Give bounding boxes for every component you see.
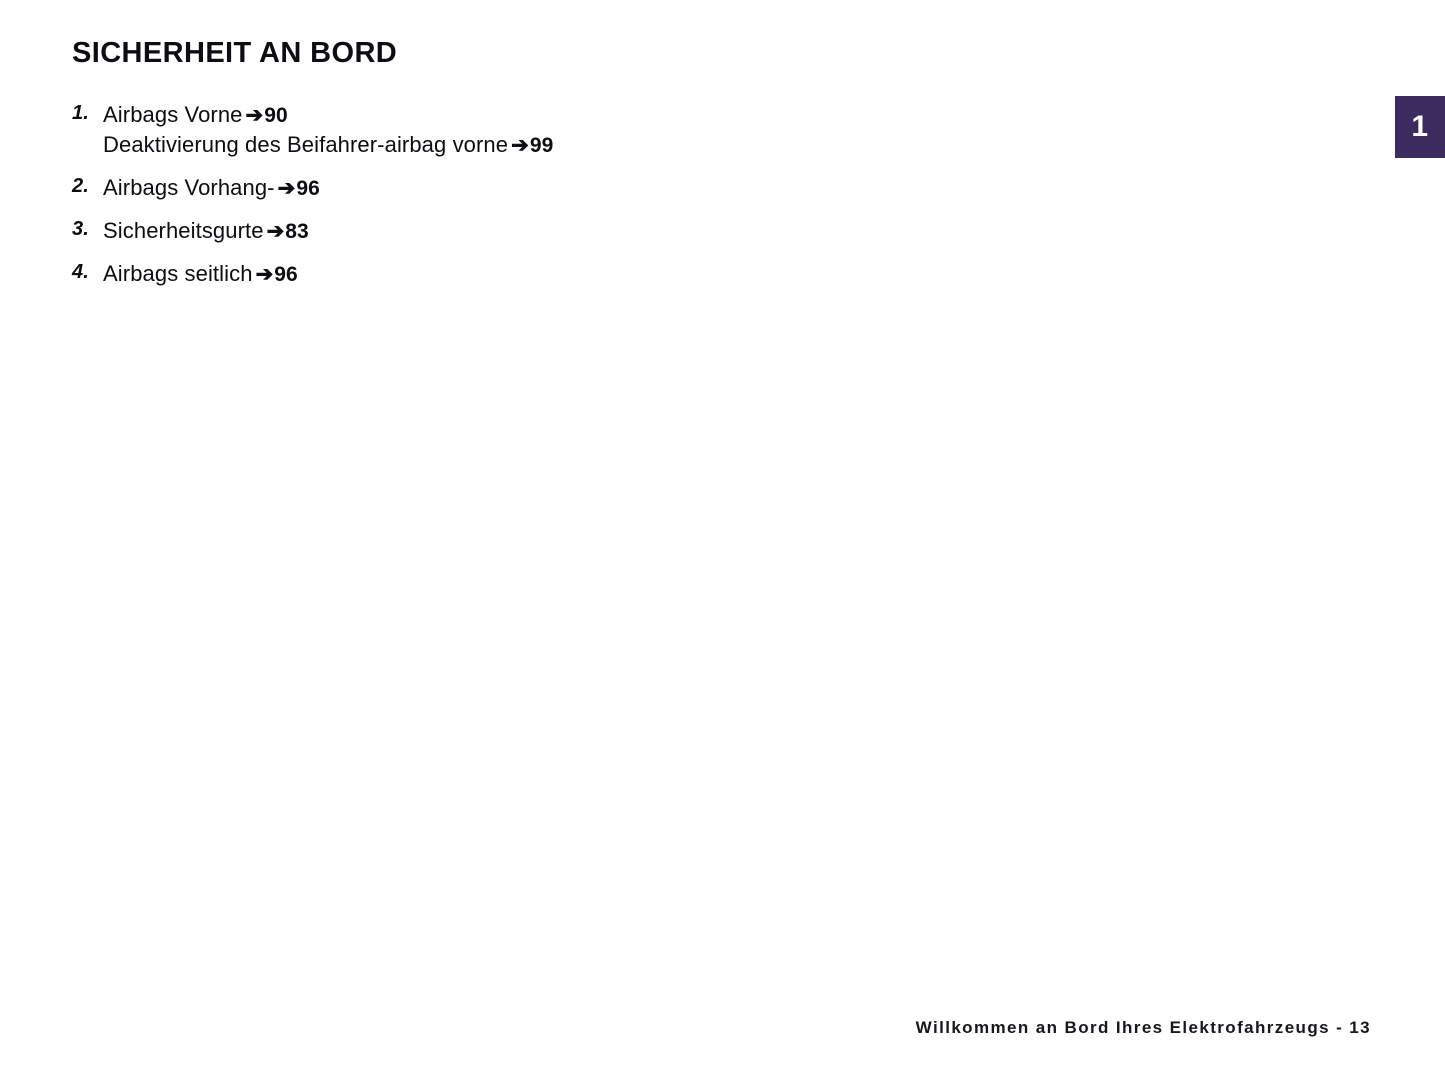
reference-list bbox=[72, 100, 712, 289]
page-title: SICHERHEIT AN BORD bbox=[72, 37, 398, 69]
list-item-number: 4. bbox=[72, 260, 89, 283]
arrow-icon: ➔ bbox=[511, 133, 529, 157]
list-item bbox=[72, 173, 712, 203]
list-item-page: 96 bbox=[274, 262, 298, 286]
chapter-tab-label: 1 bbox=[1411, 110, 1429, 143]
list-item-number: 1. bbox=[72, 101, 89, 124]
list-item bbox=[72, 100, 712, 160]
page-content bbox=[72, 38, 712, 302]
arrow-icon: ➔ bbox=[255, 262, 274, 286]
arrow-icon: ➔ bbox=[266, 219, 285, 243]
list-item-number: 3. bbox=[72, 217, 89, 240]
list-item-page: 90 bbox=[264, 103, 288, 127]
list-item bbox=[72, 259, 712, 289]
list-item bbox=[72, 216, 712, 246]
list-item-label: Airbags Vorne bbox=[103, 101, 243, 127]
list-item-extra-page: 99 bbox=[529, 133, 554, 157]
arrow-icon: ➔ bbox=[245, 103, 264, 127]
list-item-page: 96 bbox=[296, 176, 320, 200]
arrow-icon: ➔ bbox=[277, 176, 296, 200]
list-item-label: Sicherheitsgurte bbox=[103, 217, 264, 243]
list-item-extra-label: Deaktivierung des Beifahrer-airbag vorne bbox=[103, 131, 509, 157]
list-item-label: Airbags Vorhang- bbox=[103, 174, 275, 200]
chapter-tab bbox=[1395, 96, 1445, 158]
page-footer: Willkommen an Bord Ihres Elektrofahrzeugs - 13 bbox=[915, 1018, 1371, 1037]
list-item-page: 83 bbox=[285, 219, 309, 243]
list-item-label: Airbags seitlich bbox=[103, 260, 253, 286]
list-item-number: 2. bbox=[72, 174, 89, 197]
